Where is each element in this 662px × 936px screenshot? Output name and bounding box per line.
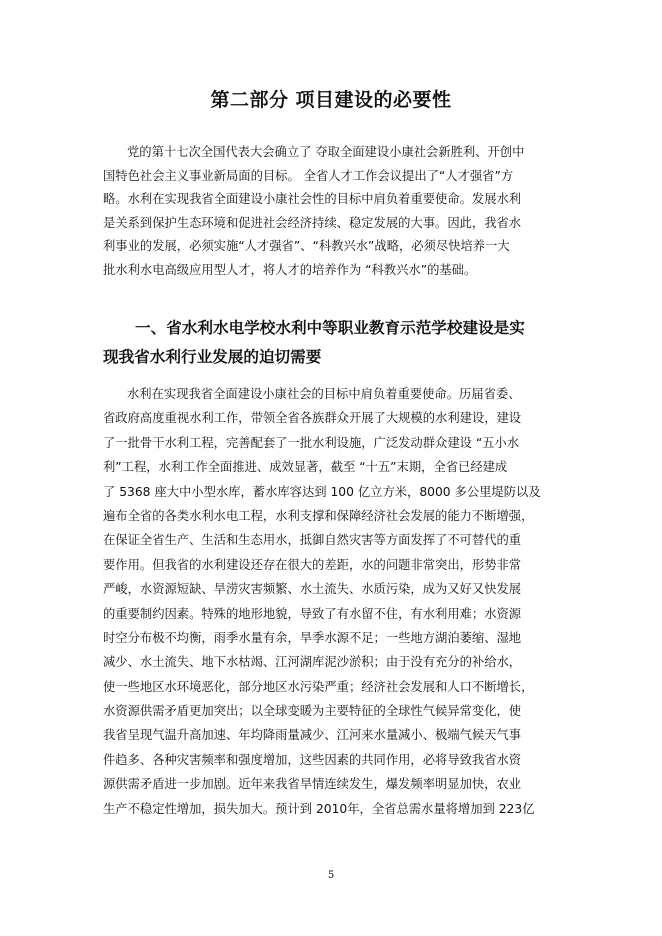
body-paragraph: [103, 382, 563, 821]
text-line: 国特色社会主义事业新局面的目标。 全省人才工作会议提出了“人才强省”方: [103, 168, 514, 183]
page-title: 第二部分 项目建设的必要性: [210, 89, 452, 111]
text-line: 省政府高度重视水利工作，带领全省各族群众开展了大规模的水利建设，建设: [103, 411, 522, 426]
text-line: 时空分布极不均衡，雨季水量有余，旱季水源不足；一些地方湖泊萎缩、湿地: [103, 630, 522, 645]
text-line: 在保证全省生产、生活和生态用水，抵御自然灾害等方面发挥了不可替代的重: [103, 533, 522, 548]
text-line: 我省呈现气温升高加速、年均降雨量减少、江河来水量减小、极端气候天气事: [103, 728, 522, 743]
text-line: 利事业的发展，必须实施“人才强省”、“科教兴水”战略，必须尽快培养一大: [103, 239, 510, 254]
heading-line: 现我省水利行业发展的迫切需要: [103, 348, 322, 366]
text-line: 水资源供需矛盾更加突出；以全球变暖为主要特征的全球性气候异常变化，使: [103, 704, 522, 719]
text-line: 遍布全省的各类水利水电工程，水利支撑和保障经济社会发展的能力不断增强，: [103, 508, 534, 523]
text-line: 生产不稳定性增加，损失加大。预计到 2010年，全省总需水量将增加到 223亿: [103, 801, 535, 816]
text-line: 源供需矛盾进一步加剧。近年来我省旱情连续发生，爆发频率明显加快，农业: [103, 777, 522, 792]
text-line: 是关系到保护生态环境和促进社会经济持续、稳定发展的大事。因此，我省水: [103, 215, 522, 230]
text-line: 严峻，水资源短缺、旱涝灾害频繁、水土流失、水质污染，成为又好又快发展: [103, 582, 522, 597]
heading-line: 一、省水利水电学校水利中等职业教育示范学校建设是实: [135, 319, 525, 337]
text-line: 批水利水电高级应用型人才，将人才的培养作为 “科教兴水”的基础。: [103, 262, 477, 277]
text-line: 件趋多、各种灾害频率和强度增加，这些因素的共同作用，必将导致我省水资: [103, 752, 522, 767]
text-line: 减少、水土流失、地下水枯竭、江河湖库泥沙淤积；由于没有充分的补给水，: [103, 655, 522, 670]
section-heading: [103, 314, 573, 372]
text-line: 了 5368 座大中小型水库，蓄水库容达到 100 亿立方米，8000 多公里堤防以及: [103, 484, 541, 499]
page-number: 5: [327, 870, 335, 881]
text-line: 略。水利在实现我省全面建设小康社会性的目标中肩负着重要使命。发展水利: [103, 192, 522, 207]
text-line: 要作用。但我省的水利建设还存在很大的差距，水的问题非常突出，形势非常: [103, 557, 522, 572]
text-line: 了一批骨干水利工程，完善配套了一批水利设施，广泛发动群众建设 “五小水: [103, 435, 520, 450]
text-line: 的重要制约因素。特殊的地形地貌，导致了有水留不住，有水利用难；水资源: [103, 606, 522, 621]
text-line: 使一些地区水环境恶化，部分地区水污染严重；经济社会发展和人口不断增长，: [103, 679, 534, 694]
text-line: 利”工程，水利工作全面推进、成效显著，截至 “十五”末期，全省已经建成: [103, 460, 508, 475]
intro-paragraph: [103, 141, 563, 283]
text-line: 党的第十七次全国代表大会确立了 夺取全面建设小康社会新胜利、开创中: [127, 145, 525, 159]
text-line: 水利在实现我省全面建设小康社会的目标中肩负着重要使命。历届省委、: [127, 387, 521, 401]
